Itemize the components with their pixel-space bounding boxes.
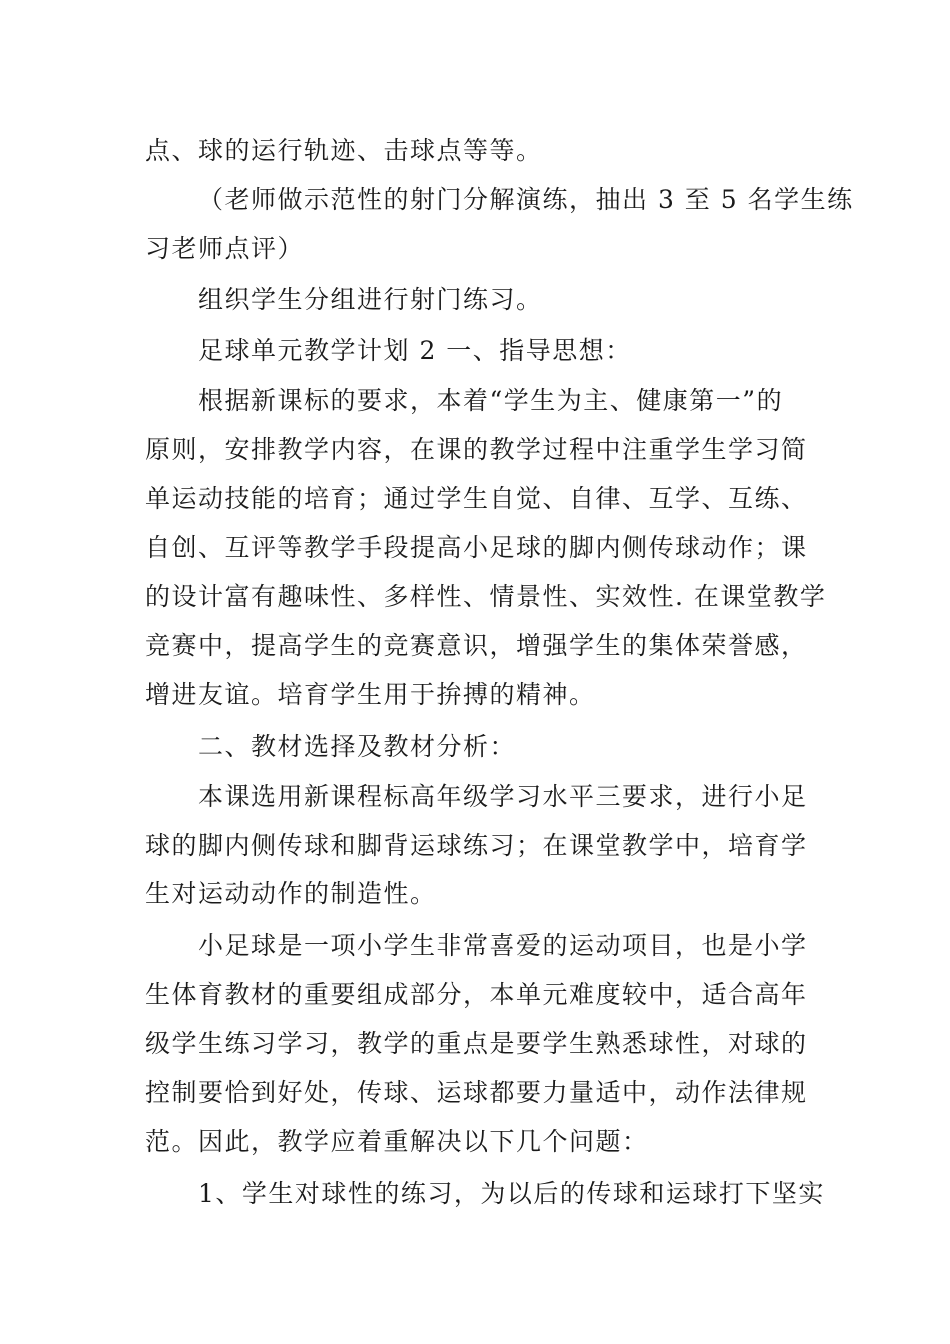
text-line: 生体育教材的重要组成部分，本单元难度较中，适合高年 bbox=[145, 980, 808, 1009]
text-line: 二、教材选择及教材分析： bbox=[198, 732, 517, 761]
text-line: 自创、互评等教学手段提高小足球的脚内侧传球动作；课 bbox=[145, 533, 808, 562]
text-line: 原则，安排教学内容，在课的教学过程中注重学生学习简 bbox=[145, 435, 808, 464]
text-line: 单运动技能的培育；通过学生自觉、自律、互学、互练、 bbox=[145, 484, 808, 513]
text-line: 习老师点评） bbox=[145, 234, 305, 263]
text-line: 球的脚内侧传球和脚背运球练习；在课堂教学中，培育学 bbox=[145, 831, 808, 860]
text-line: 生对运动动作的制造性。 bbox=[145, 879, 437, 908]
text-line: 组织学生分组进行射门练习。 bbox=[198, 285, 543, 314]
text-line: 范。因此，教学应着重解决以下几个问题： bbox=[145, 1127, 649, 1156]
text-line: 1、学生对球性的练习，为以后的传球和运球打下坚实 bbox=[198, 1179, 825, 1208]
text-line: 级学生练习学习，教学的重点是要学生熟悉球性，对球的 bbox=[145, 1029, 808, 1058]
text-line: 根据新课标的要求，本着“学生为主、健康第一”的 bbox=[198, 386, 784, 415]
text-line: 增进友谊。培育学生用于拚搏的精神。 bbox=[145, 680, 596, 709]
text-line: 点、球的运行轨迹、击球点等等。 bbox=[145, 136, 543, 165]
text-line: 足球单元教学计划 2 一、指导思想： bbox=[198, 336, 632, 365]
text-line: 小足球是一项小学生非常喜爱的运动项目，也是小学 bbox=[198, 931, 808, 960]
text-line: 控制要恰到好处，传球、运球都要力量适中，动作法律规 bbox=[145, 1078, 808, 1107]
text-line: 竞赛中，提高学生的竞赛意识，增强学生的集体荣誉感， bbox=[145, 631, 808, 660]
text-line: （老师做示范性的射门分解演练，抽出 3 至 5 名学生练 bbox=[198, 185, 854, 214]
text-line: 的设计富有趣味性、多样性、情景性、实效性. 在课堂教学 bbox=[145, 582, 827, 611]
text-line: 本课选用新课程标高年级学习水平三要求，进行小足 bbox=[198, 782, 808, 811]
